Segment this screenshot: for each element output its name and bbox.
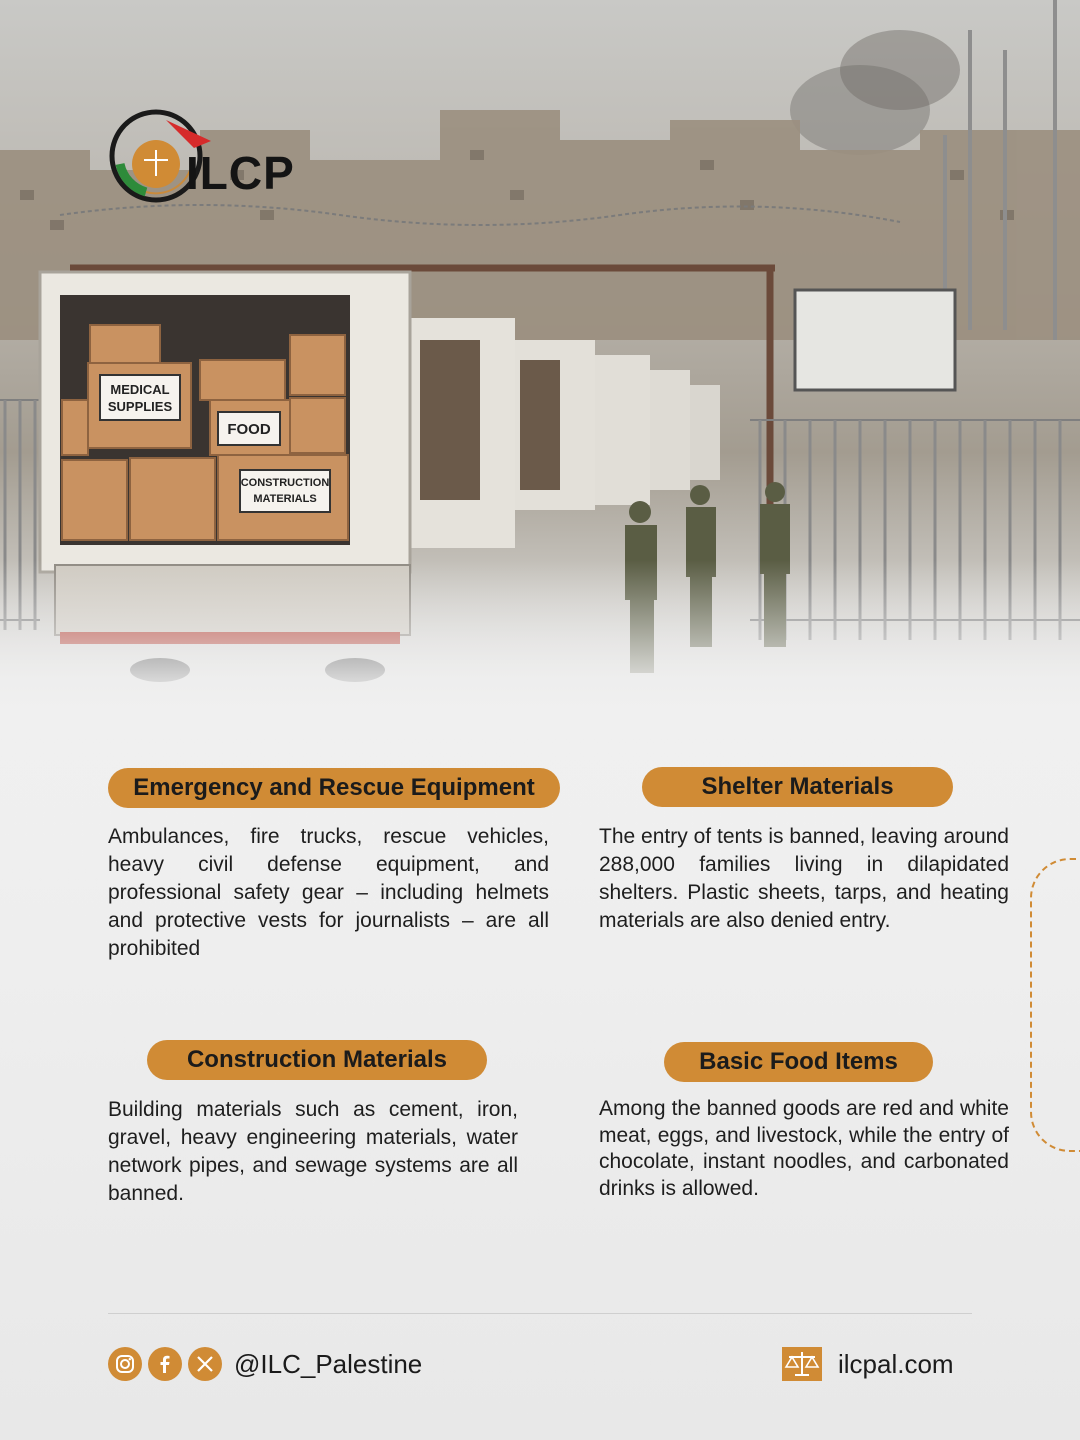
- website-link[interactable]: [782, 1346, 954, 1382]
- section-body-shelter: The entry of tents is banned, leaving around 288,000 families living in dilapidated shelters. Plastic sheets, tarps, and heating materials are also denied entry.: [599, 825, 1009, 932]
- x-icon[interactable]: [188, 1347, 222, 1381]
- instagram-icon[interactable]: [108, 1347, 142, 1381]
- section-body-food: Among the banned goods are red and white meat, eggs, and livestock, while the entry of chocolate, instant noodles, and carbonated drinks is allowed.: [599, 1097, 1009, 1200]
- box-label-medical-line2: SUPPLIES: [107, 399, 173, 414]
- section-title-emergency: Emergency and Rescue Equipment: [108, 768, 560, 808]
- social-handle[interactable]: @ILC_Palestine: [234, 1348, 423, 1379]
- section-title-food: Basic Food Items: [664, 1042, 933, 1082]
- facebook-icon[interactable]: [148, 1347, 182, 1381]
- photo-fade-overlay: [0, 560, 1080, 730]
- social-links: [108, 1346, 422, 1382]
- section-body-emergency: Ambulances, fire trucks, rescue vehicles, heavy civil defense equipment, and professional safety gear – including helmets and protective vests for journalists – are all prohibited: [108, 825, 549, 960]
- section-body-construction: Building materials such as cement, iron, gravel, heavy engineering materials, water network pipes, and sewage systems are all banned.: [108, 1098, 518, 1205]
- box-label-medical-line1: MEDICAL: [110, 382, 170, 397]
- section-title-construction: Construction Materials: [147, 1040, 487, 1080]
- decorative-dashed-arc: [1030, 858, 1080, 1152]
- section-title-shelter: Shelter Materials: [642, 767, 953, 807]
- footer-divider: [108, 1313, 972, 1314]
- box-label-construction-line2: MATERIALS: [253, 493, 317, 505]
- box-label-food: FOOD: [227, 421, 271, 438]
- box-label-construction-line1: CONSTRUCTION: [240, 477, 330, 489]
- scales-icon: [782, 1347, 822, 1381]
- website-text[interactable]: ilcpal.com: [838, 1348, 954, 1379]
- brand-name: ILCP: [186, 147, 295, 199]
